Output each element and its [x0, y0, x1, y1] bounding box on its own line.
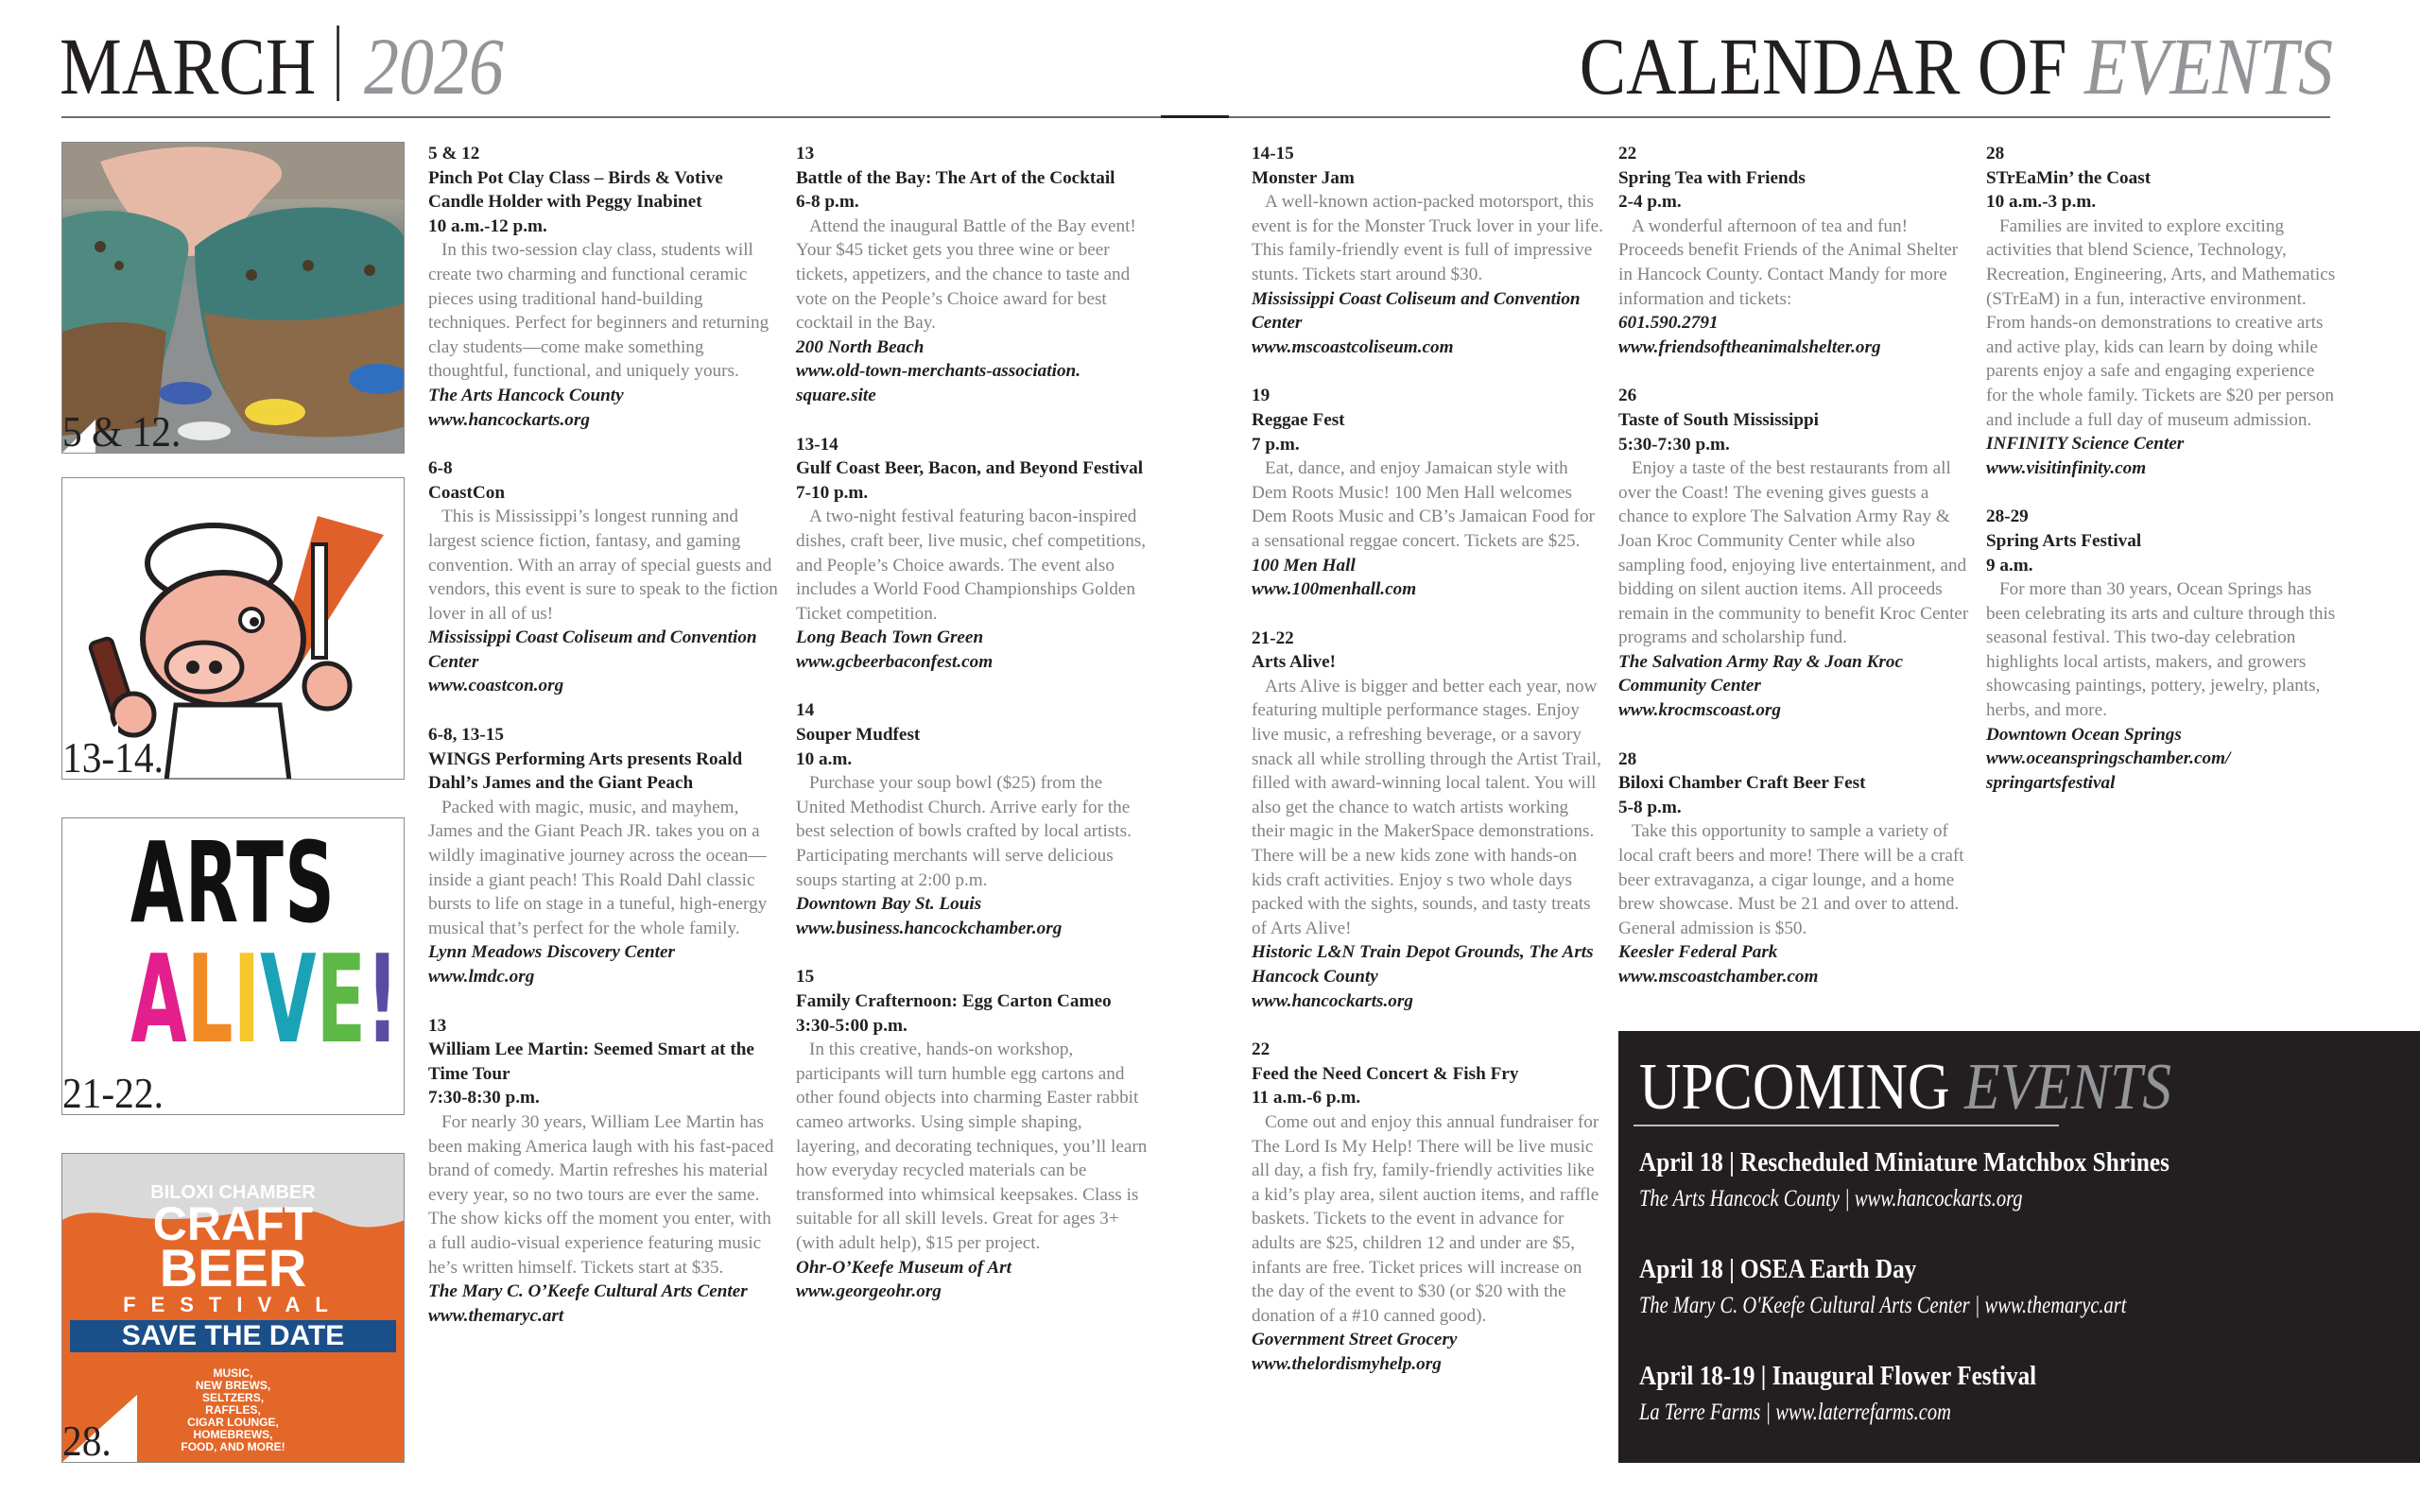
event-time: 10 a.m.	[796, 748, 853, 769]
event-date: 22	[1252, 1040, 1270, 1060]
event-title: Battle of the Bay: The Art of the Cocktail	[796, 167, 1115, 188]
event-link[interactable]: www.themaryc.art	[428, 1305, 564, 1326]
event-column	[1618, 142, 1970, 1014]
event-description: Attend the inaugural Battle of the Bay event! Your $45 ticket gets you three wine or beer tickets, appetizers, and the chance to taste and vote on the People’s Choice award for best cocktail in the Bay.	[796, 215, 1136, 334]
event-venue: 200 North Beach	[796, 336, 925, 357]
event-listing	[1252, 627, 1603, 1014]
event-venue: Mississippi Coast Coliseum and Convention Center	[428, 627, 757, 672]
event-link[interactable]: www.mscoastchamber.com	[1618, 967, 1819, 987]
poster-list-item: NEW BREWS,	[195, 1379, 271, 1392]
upcoming-item	[1639, 1254, 2234, 1322]
event-date: 13-14	[796, 434, 838, 455]
event-venue: Historic L&N Train Depot Grounds, The Arts Hancock County	[1252, 942, 1594, 987]
upcoming-item-details[interactable]: La Terre Farms | www.laterrefarms.com	[1639, 1400, 1951, 1425]
event-title: Reggae Fest	[1252, 409, 1345, 430]
heading-divider	[337, 26, 340, 101]
event-link[interactable]: www.mscoastcoliseum.com	[1252, 336, 1454, 357]
poster-line2: CRAFT	[152, 1197, 314, 1250]
event-date: 22	[1618, 144, 1637, 163]
upcoming-title-main: UPCOMING	[1639, 1051, 1950, 1124]
event-title: Biloxi Chamber Craft Beer Fest	[1618, 773, 1866, 794]
event-link[interactable]: www.lmdc.org	[428, 967, 535, 987]
upcoming-item-heading: April 18 | OSEA Earth Day	[1639, 1255, 1917, 1284]
event-link[interactable]: www.business.hancockchamber.org	[796, 918, 1063, 938]
poster-list-item: MUSIC,	[213, 1366, 253, 1380]
event-venue: Lynn Meadows Discovery Center	[428, 942, 675, 963]
event-listing	[1986, 142, 2338, 480]
event-description: Purchase your soup bowl ($25) from the United Methodist Church. Arrive early for the best selection of bowls crafted by local artists. Participating merchants will serve delicious soups starting at 2:00 p.m.	[796, 773, 1132, 890]
page-title-main: CALENDAR OF	[1579, 21, 2067, 112]
event-description: In this two-session clay class, students will create two charming and functional ceramic pieces using traditional hand-building techniques. Perfect for beginners and returning clay students—come make something thoughtful, functional, and uniquely yours.	[428, 240, 769, 382]
event-date: 15	[796, 967, 815, 988]
header-rule-accent	[1161, 115, 1229, 118]
upcoming-rule	[1634, 1125, 2059, 1126]
page-title	[1580, 19, 2333, 113]
event-description: Take this opportunity to sample a variety of local craft beers and more! There will be a craft beer extravaganza, a cigar lounge, and a home brew showcase. Must be 21 and over to attend. General admission is $50.	[1618, 821, 1964, 938]
event-listing	[796, 698, 1148, 940]
event-listing	[1618, 384, 1970, 722]
event-time: 7:30-8:30 p.m.	[428, 1088, 540, 1108]
event-listing	[428, 142, 780, 432]
event-listing	[796, 433, 1148, 675]
event-link[interactable]: www.coastcon.org	[428, 676, 564, 696]
image-date-label: 28.	[62, 1417, 112, 1463]
event-link[interactable]: www.hancockarts.org	[1252, 990, 1413, 1011]
event-link[interactable]: www.thelordismyhelp.org	[1252, 1353, 1442, 1374]
event-column	[1986, 142, 2338, 819]
event-date: 26	[1618, 386, 1637, 406]
event-date: 5 & 12	[428, 144, 480, 163]
month-label: MARCH	[60, 21, 317, 112]
event-listing	[1252, 384, 1603, 601]
event-listing	[796, 142, 1148, 408]
event-description: Enjoy a taste of the best restaurants from all over the Coast! The evening gives guests a chance to explore The Salvation Army Ray & Joan Kroc Community Center while also sampling food, enjoying live entertainment, and bidding on silent auction items. All proceeds remain in the community to benefit Kroc Center programs and scholarship fund.	[1618, 458, 1969, 648]
event-description: For more than 30 years, Ocean Springs has been celebrating its arts and culture through this seasonal festival. This two-day celebration highlights local artists, makers, and growers showcasing paintings, pottery, jewelry, plants, herbs, and more.	[1986, 579, 2336, 721]
poster-list-item: RAFFLES,	[205, 1403, 261, 1417]
event-venue: The Mary C. O’Keefe Cultural Arts Center	[428, 1281, 748, 1302]
event-title: Souper Mudfest	[796, 725, 921, 746]
event-link[interactable]: www.krocmscoast.org	[1618, 700, 1781, 721]
event-date: 28	[1618, 748, 1637, 769]
event-description: Eat, dance, and enjoy Jamaican style with Dem Roots Music! 100 Men Hall welcomes Dem Roots Music and CB’s Jamaican Food for a sensational reggae concert. Tickets are $25.	[1252, 458, 1595, 551]
event-venue: INFINITY Science Center	[1986, 434, 2185, 455]
event-venue: 601.590.2791	[1618, 313, 1719, 334]
event-column	[428, 142, 780, 1352]
event-link[interactable]: www.friendsoftheanimalshelter.org	[1618, 336, 1881, 357]
event-description: Families are invited to explore exciting activities that blend Science, Technology, Recreation, Engineering, Arts, and Mathematics (STrEaM) in a fun, interactive environment. From hands-on demonstrations to creative arts and active play, kids can learn by doing while parents enjoy a safe and engaging experience for the whole family. Tickets are $20 per person and include a full day of museum admission.	[1986, 215, 2336, 430]
event-listing	[1252, 142, 1603, 359]
poster-list-item: FOOD, AND MORE!	[181, 1440, 285, 1453]
event-venue: Ohr-O’Keefe Museum of Art	[796, 1257, 1011, 1278]
event-link[interactable]: www.georgeohr.org	[796, 1281, 942, 1302]
upcoming-events-panel	[1618, 1031, 2420, 1463]
event-title: Arts Alive!	[1252, 652, 1336, 673]
event-time: 7-10 p.m.	[796, 482, 869, 503]
image-date-label: 13-14.	[62, 733, 164, 780]
month-heading	[60, 19, 504, 113]
event-listing	[1252, 1038, 1603, 1376]
event-description: A well-known action-packed motorsport, this event is for the Monster Truck lover in your life. This family-friendly event is full of impressive stunts. Tickets start around $30.	[1252, 192, 1603, 284]
arts-alive-logo	[61, 817, 405, 1115]
poster-line4: FESTIVAL	[123, 1293, 343, 1316]
poster-line3: BEER	[159, 1238, 307, 1297]
upcoming-title-accent: EVENTS	[1963, 1051, 2172, 1124]
event-time: 10 a.m.-3 p.m.	[1986, 192, 2097, 213]
event-title: Monster Jam	[1252, 167, 1355, 188]
event-venue: Long Beach Town Green	[796, 627, 984, 648]
event-time: 3:30-5:00 p.m.	[796, 1015, 908, 1036]
image-date-label: 5 & 12.	[62, 407, 182, 454]
event-description: This is Mississippi’s longest running and largest science fiction, fantasy, and gaming convention. With an array of special guests and vendors, this event is sure to speak to the fiction lover in all of us!	[428, 507, 778, 624]
event-description: For nearly 30 years, William Lee Martin has been making America laugh with his fast-paced brand of comedy. Martin refreshes his material every year, so no two tours are ever the same. The show kicks off the moment you enter, with a full audio-visual experience featuring music he’s written himself. Tickets start at $35.	[428, 1111, 774, 1278]
upcoming-item-heading: April 18 | Rescheduled Miniature Matchbox Shrines	[1639, 1148, 2169, 1177]
event-listing	[428, 723, 780, 989]
event-venue: The Salvation Army Ray & Joan Kroc Community Center	[1618, 651, 1903, 696]
event-time: 2-4 p.m.	[1618, 192, 1682, 213]
poster-list-item: SELTZERS,	[201, 1391, 265, 1404]
poster-cta: SAVE THE DATE	[70, 1320, 396, 1352]
event-listing	[1618, 142, 1970, 359]
upcoming-title	[1639, 1050, 2171, 1125]
event-venue: Downtown Ocean Springs	[1986, 724, 2182, 745]
event-time: 5-8 p.m.	[1618, 797, 1682, 817]
upcoming-item	[1639, 1361, 2081, 1429]
pottery-photo	[61, 142, 405, 454]
event-venue: Mississippi Coast Coliseum and Convention Center	[1252, 288, 1581, 334]
event-description: A wonderful afternoon of tea and fun! Proceeds benefit Friends of the Animal Shelter in Hancock County. Contact Mandy for more information and tickets:	[1618, 215, 1959, 309]
event-description: Come out and enjoy this annual fundraiser for The Lord Is My Help! There will be live music all day, a fish fry, family-friendly activities like a kid’s play area, silent auction items, and raffle baskets. Tickets to the event in advance for adults are $25, children 12 and under are $5, infants are free. Ticket prices will increase on the day of the event to $30 (or $20 with the donation of a #10 canned good).	[1252, 1111, 1599, 1326]
event-venue: 100 Men Hall	[1252, 555, 1356, 576]
event-title: Gulf Coast Beer, Bacon, and Beyond Festival	[796, 458, 1144, 479]
event-date: 19	[1252, 386, 1270, 406]
event-date: 13	[796, 144, 815, 163]
event-venue: Keesler Federal Park	[1618, 942, 1778, 963]
event-link[interactable]: www.hancockarts.org	[428, 409, 590, 430]
event-link[interactable]: www.oceanspringschamber.com/ springartsfestival	[1986, 748, 2231, 793]
event-time: 10 a.m.-12 p.m.	[428, 215, 547, 236]
event-link[interactable]: www.visitinfinity.com	[1986, 457, 2147, 478]
event-title: Pinch Pot Clay Class – Birds & Votive Candle Holder with Peggy Inabinet	[428, 167, 723, 213]
event-listing	[1618, 747, 1970, 989]
event-date: 14	[796, 700, 815, 721]
event-date: 28	[1986, 144, 2005, 163]
event-link[interactable]: www.old-town-merchants-association. square.site	[796, 361, 1081, 405]
event-title: CoastCon	[428, 482, 506, 503]
event-title: Spring Tea with Friends	[1618, 167, 1806, 188]
event-listing	[796, 965, 1148, 1303]
event-venue: Government Street Grocery	[1252, 1330, 1458, 1350]
event-column	[1252, 142, 1603, 1401]
event-column	[796, 142, 1148, 1329]
event-date: 14-15	[1252, 144, 1294, 163]
event-title: Taste of South Mississippi	[1618, 409, 1820, 430]
year-label: 2026	[363, 21, 504, 112]
event-title: Spring Arts Festival	[1986, 530, 2142, 551]
upcoming-item-details[interactable]: The Mary C. O'Keefe Cultural Arts Center | www.themaryc.art	[1639, 1293, 2127, 1318]
poster-line1: BILOXI CHAMBER	[150, 1182, 316, 1203]
event-venue: The Arts Hancock County	[428, 385, 624, 405]
event-description: In this creative, hands-on workshop, participants will turn humble egg cartons and other found objects into charming Easter rabbit cameo artworks. Using simple shaping, layering, and decorating techniques, you’ll learn how everyday recycled materials can be transformed into whimsical keepsakes. Class is suitable for all skill levels. Great for ages 3+ (with adult help), $15 per project.	[796, 1040, 1148, 1253]
arts-alive-logo-bottom: ALIVE!	[130, 930, 400, 1071]
event-time: 5:30-7:30 p.m.	[1618, 434, 1730, 455]
event-time: 6-8 p.m.	[796, 192, 859, 213]
event-description: A two-night festival featuring bacon-inspired dishes, craft beer, live music, chef competitions, and People’s Choice awards. The event also includes a World Food Championships Golden Ticket competition.	[796, 507, 1147, 624]
event-title: Feed the Need Concert & Fish Fry	[1252, 1063, 1519, 1084]
event-title: WINGS Performing Arts presents Roald Dahl’s James and the Giant Peach	[428, 748, 743, 794]
event-listing	[1986, 505, 2338, 795]
event-title: William Lee Martin: Seemed Smart at the Time Tour	[428, 1040, 754, 1084]
event-time: 7 p.m.	[1252, 434, 1300, 455]
event-listing	[428, 1014, 780, 1329]
event-listing	[428, 456, 780, 698]
event-time: 9 a.m.	[1986, 555, 2033, 576]
event-link[interactable]: www.100menhall.com	[1252, 579, 1417, 600]
event-description: Arts Alive is bigger and better each year, now featuring multiple performance stages. Enjoy live music, a refreshing beverage, or a savory snack all while strolling through the Artist Trail, filled with award-winning local talent. You will also get the chance to watch artists working their magic in the MakerSpace demonstrations. There will be a new kids zone with hands-on kids craft activities. Enjoy s two whole days packed with the sights, sounds, and tasty treats of Arts Alive!	[1252, 676, 1601, 938]
image-date-label: 21-22.	[62, 1069, 164, 1115]
arts-alive-logo-top: ARTS	[130, 817, 337, 948]
event-date: 21-22	[1252, 627, 1294, 648]
upcoming-item-heading: April 18-19 | Inaugural Flower Festival	[1639, 1362, 2037, 1391]
pig-chef-image	[61, 477, 405, 780]
event-date: 6-8	[428, 458, 453, 479]
poster-list-item: HOMEBREWS,	[193, 1428, 273, 1441]
upcoming-item	[1639, 1147, 2228, 1215]
upcoming-item-details[interactable]: The Arts Hancock County | www.hancockarts.org	[1639, 1186, 2023, 1211]
event-time: 11 a.m.-6 p.m.	[1252, 1088, 1361, 1108]
event-title: STrEaMin’ the Coast	[1986, 167, 2152, 188]
page-title-accent: EVENTS	[2084, 21, 2333, 112]
craft-beer-poster	[61, 1153, 405, 1463]
event-date: 13	[428, 1015, 447, 1036]
event-title: Family Crafternoon: Egg Carton Cameo	[796, 991, 1112, 1011]
poster-list-item: CIGAR LOUNGE,	[187, 1416, 279, 1429]
event-date: 6-8, 13-15	[428, 725, 504, 746]
event-description: Packed with magic, music, and mayhem, James and the Giant Peach JR. takes you on a wildly imaginative journey across the ocean—inside a giant peach! This Roald Dahl classic bursts to life on stage in a tuneful, high-energy musical that’s perfect for the whole family.	[428, 797, 768, 938]
event-venue: Downtown Bay St. Louis	[796, 894, 982, 915]
event-link[interactable]: www.gcbeerbaconfest.com	[796, 651, 994, 672]
event-date: 28-29	[1986, 507, 2029, 527]
